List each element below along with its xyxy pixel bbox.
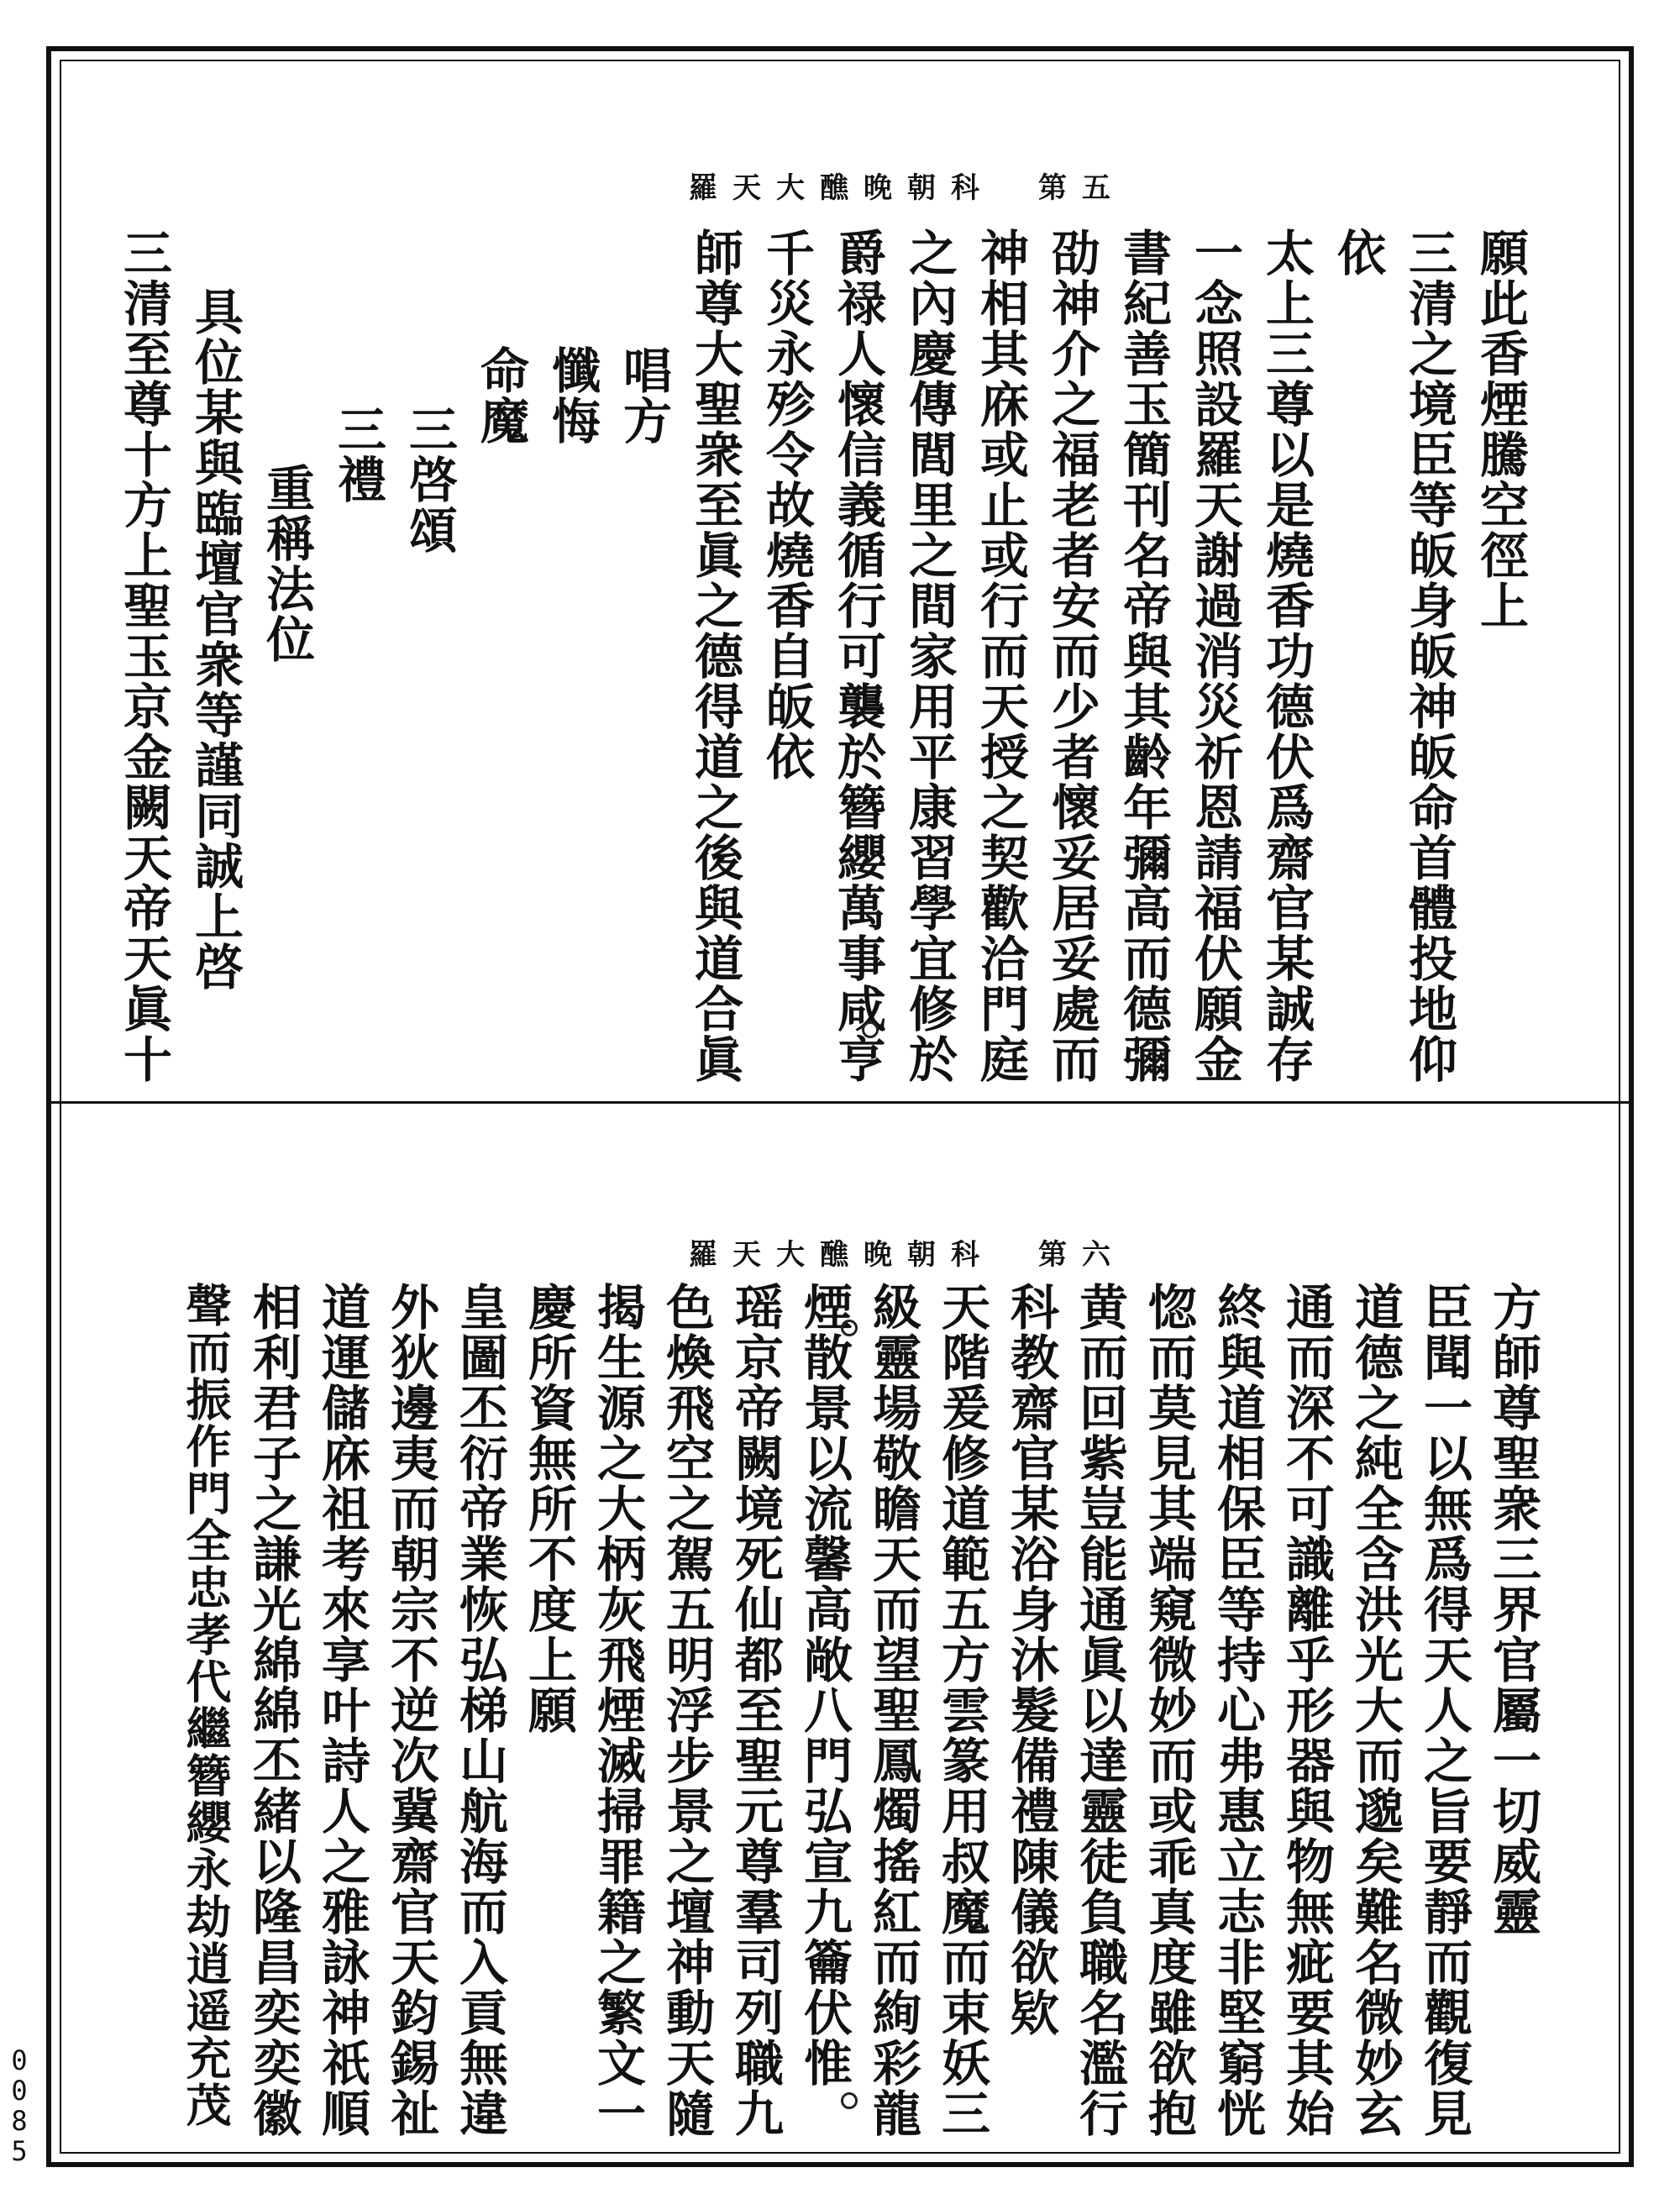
- text-column: 臣聞一以無爲得天人之旨要靜而觀復見: [1415, 1282, 1473, 2139]
- text-column: 惚而莫見其端窺微妙而或乖真度雖欲抱: [1140, 1282, 1197, 2139]
- text-column: 方師尊聖衆三界官屬一切威靈: [1484, 1282, 1541, 1937]
- text-column: 科教齋官某浴身沐髮備禮陳儀欲欵: [1002, 1282, 1059, 2038]
- text-column: 瑶京帝闕境死仙都至聖元尊羣司列職九: [727, 1282, 784, 2139]
- text-column: 之內慶傳閭里之間家用平康習學宜修於: [900, 228, 958, 1084]
- text-column: 師尊大聖衆至眞之德得道之後與道合眞: [686, 228, 743, 1084]
- page-number-digit: 5: [11, 2135, 28, 2167]
- text-column: 終與道相保臣等持心弗惠立志非堅窮恍: [1209, 1282, 1266, 2139]
- side-page-number: [7, 2045, 32, 2166]
- text-column: 千災永殄令故燒香自皈依: [758, 228, 815, 782]
- page-number-digit: 0: [11, 2044, 28, 2076]
- text-column: 一念照設羅天謝過消災祈恩請福伏願金: [1186, 228, 1243, 1084]
- text-column: 書紀善玉簡刊名帝與其齡年彌高而德彌: [1115, 228, 1172, 1084]
- text-column: 劭神介之福老者安而少者懷妥居妥處而: [1043, 228, 1100, 1084]
- text-column: 天階爰修道範五方雲篆用叔魔而束妖三: [933, 1282, 990, 2139]
- text-column: 懺悔: [543, 345, 601, 446]
- page-number-digit: 8: [11, 2105, 28, 2137]
- text-column: 聲而振作門全忠孝代繼簪纓永劫逍遥充茂: [179, 1282, 233, 2128]
- paragraph-marker: [862, 1021, 879, 1038]
- bottom-page-panel: [68, 1114, 1612, 2151]
- paragraph-marker: [841, 2092, 858, 2109]
- text-column: 色煥飛空之駕五明浮步景之壇神動天隨: [658, 1282, 715, 2139]
- bottom-page-header: 羅天大醮晚朝科 第六: [689, 1238, 1126, 1272]
- top-text-columns: [68, 228, 1612, 1084]
- text-column: 黄而回紫豈能通眞以達靈徒負職名濫行: [1071, 1282, 1128, 2139]
- text-column: 煙散景以流馨高敞八門弘宣九籥伏惟: [795, 1282, 853, 2088]
- text-column: 三禮: [329, 404, 386, 505]
- text-column: 太上三尊以是燒香功德伏爲齋官某誠存: [1257, 228, 1315, 1084]
- text-column: 道德之純全含洪光大而邈矣難名微妙玄: [1347, 1282, 1404, 2139]
- text-column: 皇圖丕衍帝業恢弘梯山航海而入貢無違: [451, 1282, 508, 2139]
- text-column: 相利君子之謙光綿綿丕緒以隆昌奕奕徽: [244, 1282, 302, 2139]
- text-column: 依: [1329, 228, 1386, 278]
- text-column: 具位某與臨壇官衆等謹同誠上啓: [186, 286, 244, 992]
- text-column: 重稱法位: [258, 463, 315, 664]
- text-column: 唱方: [615, 345, 672, 446]
- text-column: 級靈場敬瞻天而望聖鳳燭搖紅而絢彩龍: [864, 1282, 921, 2139]
- text-column: 爵禄人懷信義循行可襲於簪纓萬事咸亨: [829, 228, 886, 1084]
- top-page-panel: [68, 60, 1612, 1093]
- paragraph-marker: [841, 1320, 858, 1336]
- bottom-text-columns: [68, 1282, 1612, 2139]
- text-column: 道運儲庥祖考來享叶詩人之雅詠神祇順: [313, 1282, 370, 2139]
- page-frame: [46, 46, 1634, 2167]
- text-column: 神相其庥或止或行而天授之契歡洽門庭: [972, 228, 1029, 1084]
- text-column: 通而深不可識離乎形器與物無疵要其始: [1278, 1282, 1335, 2139]
- text-column: 三清之境臣等皈身皈神皈命首體投地仰: [1400, 228, 1457, 1084]
- text-column: 願此香煙騰空徑上: [1472, 228, 1529, 631]
- top-page-header: 羅天大醮晚朝科 第五: [689, 171, 1126, 205]
- text-column: 命魔: [472, 345, 529, 446]
- paragraph-marker: [862, 282, 879, 299]
- text-column: 揭生源之大柄灰飛煙滅掃罪籍之繁文一: [589, 1282, 646, 2139]
- text-column: 三啓頌: [401, 404, 458, 555]
- text-column: 外狄邊夷而朝宗不逆次冀齋官天鈞錫祉: [382, 1282, 439, 2139]
- text-column: 三清至尊十方上聖玉京金闕天帝天眞十: [115, 228, 172, 1084]
- page-divider: [51, 1101, 1629, 1104]
- text-column: 慶所資無所不度上願: [520, 1282, 577, 1735]
- page-number-digit: 0: [11, 2075, 28, 2107]
